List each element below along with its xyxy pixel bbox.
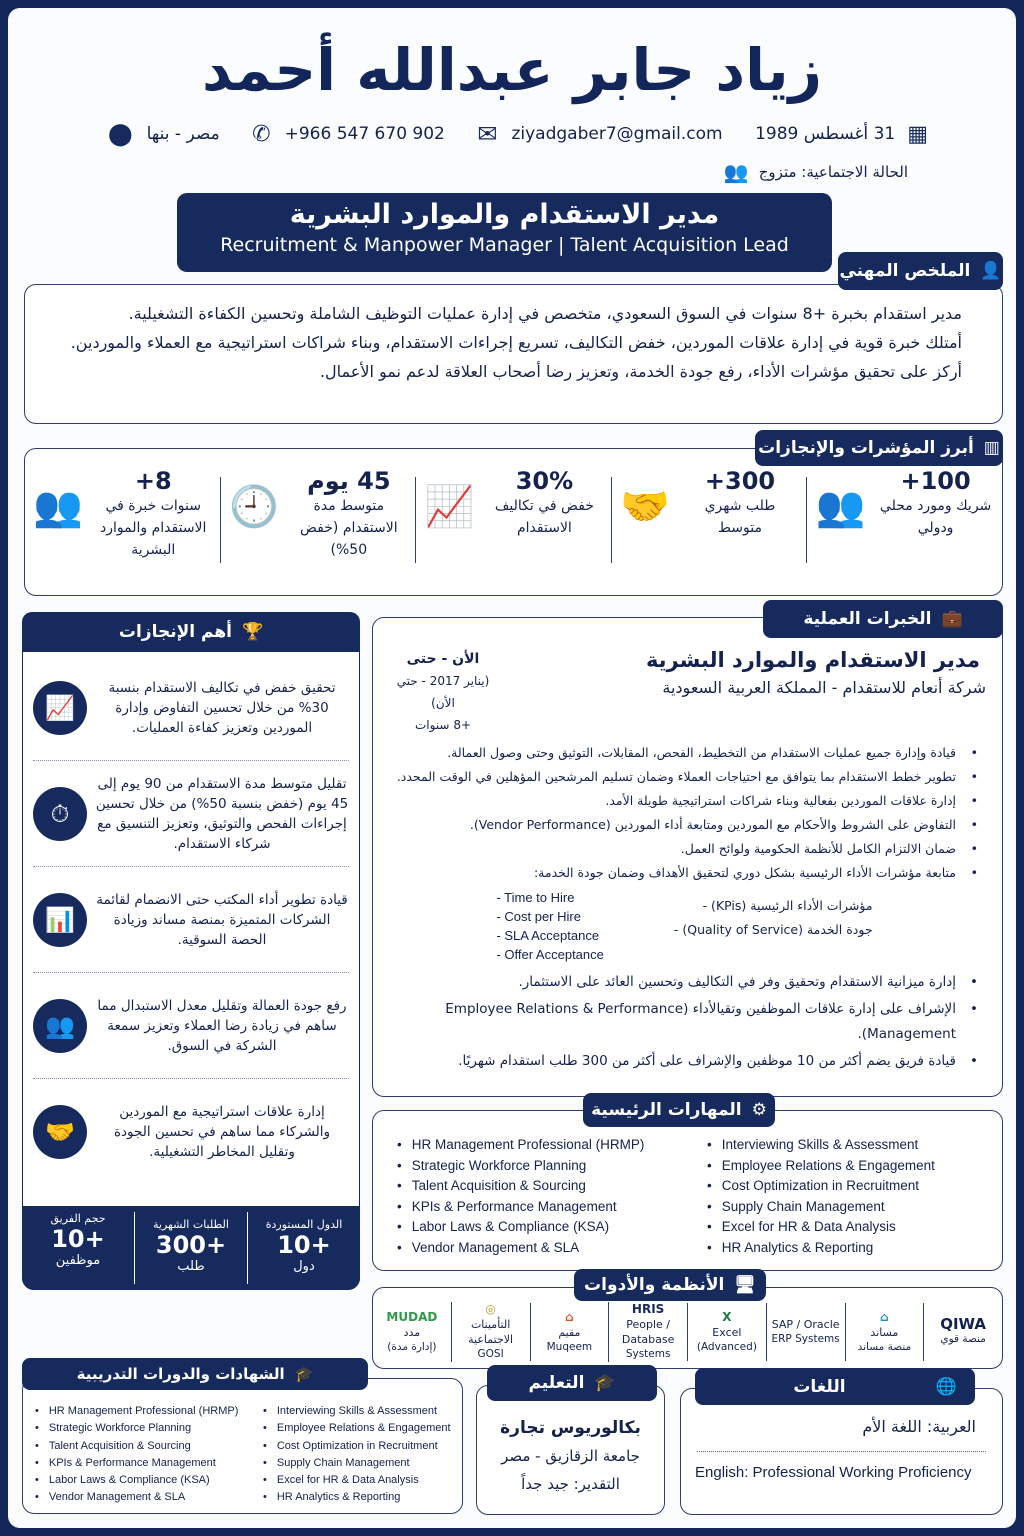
tool-name: مقيم	[558, 1325, 581, 1339]
list-item-text: Vendor Management & SLA	[411, 1239, 580, 1255]
list-item-text: إدارة ميزانية الاستقدام وتحقيق وفر في التكاليف وتحسين العائد على الاستثمار.	[518, 974, 956, 990]
achievement-icon: 👥	[33, 999, 87, 1053]
list-item-text: قيادة فريق يضم أكثر من 10 موظفين والإشراف على أكثر من 300 طلب استقدام شهريًا.	[458, 1053, 956, 1069]
tool-name: مساند	[870, 1325, 899, 1339]
list-item	[383, 970, 986, 995]
list-item	[397, 1238, 687, 1259]
location-pin-icon: ⬤	[108, 121, 133, 147]
tool-name: SAP / Oracle	[771, 1318, 840, 1331]
kpi-list	[383, 888, 986, 964]
kpi-value: 300+	[704, 467, 776, 495]
bullet-dot: •	[397, 1219, 402, 1234]
achievement-text: قيادة تطوير أداء المكتب حتى الانضمام لقائمة الشركات المتميزة بمنصة مساند وزيادة الحصة السوقية.	[96, 891, 348, 948]
bullet-dot: •	[707, 1137, 712, 1152]
summary-line: أمتلك خبرة قوية في إدارة علاقات الموردين، خفض التكاليف، تسريع إجراءات الاستقدام، وبناء شراكات استراتيجية مع العملاء والموردين.	[70, 333, 962, 352]
kpi-item: مؤشرات الأداء الرئيسية (KPis) -	[702, 898, 873, 913]
bullet-dot: •	[397, 1178, 402, 1193]
university: جامعة الزقازيق - مصر	[501, 1447, 640, 1465]
list-item	[383, 997, 986, 1047]
kpi-item: - Cost per Hire	[496, 909, 581, 924]
summary-line: مدير استقدام بخبرة +8 سنوات في السوق السعودي، متخصص في إدارة عمليات التوظيف الشاملة وتحسين الكفاءة التشغيلية.	[128, 304, 962, 323]
tool-logo-icon: ⌂	[565, 1309, 574, 1324]
list-item-text: Interviewing Skills & Assessment	[721, 1137, 919, 1152]
stat-label: الطلبات الشهرية	[153, 1218, 229, 1231]
kpi-item: - SLA Acceptance	[496, 928, 600, 943]
list-item-text: KPIs & Performance Management	[48, 1456, 216, 1469]
experience-bullets-2	[383, 970, 986, 1074]
marital-status: الحالة الاجتماعية: متزوج 👥	[723, 160, 908, 184]
list-item	[397, 1197, 687, 1218]
tool-subtitle: منصة مساند	[857, 1340, 912, 1353]
achievement-item	[33, 973, 349, 1079]
list-item	[263, 1455, 451, 1472]
achievements-box	[22, 628, 360, 1290]
tool-logo-icon: MUDAD	[386, 1309, 438, 1324]
list-item	[263, 1472, 451, 1489]
birth-date: ▦ 31 أغسطس 1989	[755, 121, 928, 147]
bullet-dot: •	[970, 1001, 978, 1017]
list-item	[383, 766, 986, 788]
list-item	[383, 790, 986, 812]
achievement-text: تقليل متوسط مدة الاستقدام من 90 يوم إلى 45 يوم (خفض بنسبة 50%) من خلال تحسين إجراءات الفحص والتوثيق، وتعزيز التنسيق مع شركاء الاستقدام.	[95, 775, 349, 852]
tool-subtitle: GOSI	[477, 1348, 504, 1360]
education-heading: 🎓 التعليم	[487, 1365, 657, 1401]
achievement-text: إدارة علاقات استراتيجية مع الموردين والشركاء مما ساهم في تحسين الجودة وتقليل المخاطر التشغيلية.	[113, 1104, 331, 1160]
people-icon: 👥	[815, 484, 866, 530]
tool-item	[530, 1303, 609, 1361]
list-item-text: الإشراف على إدارة علاقات الموظفين وتقيالأداء (Employee Relations & Performance Management).	[445, 1001, 956, 1042]
bullet-dot: •	[707, 1157, 712, 1173]
achievement-item	[33, 867, 349, 973]
list-item	[35, 1455, 253, 1472]
graduation-cap-icon: 🎓	[594, 1373, 616, 1393]
kpi-value: 8+	[134, 467, 172, 495]
kpi-item	[806, 467, 1002, 563]
tool-item	[766, 1303, 845, 1361]
email[interactable]: ✉ ziyadgaber7@gmail.com	[477, 120, 723, 148]
list-item-text: Employee Relations & Engagement	[721, 1157, 935, 1173]
list-item	[383, 862, 986, 884]
bullet-dot: •	[263, 1491, 267, 1504]
bullet-dot: •	[35, 1474, 39, 1487]
tool-name: Excel	[712, 1325, 742, 1339]
tool-subtitle: (إدارة مدة)	[387, 1340, 437, 1353]
list-item-text: Cost Optimization in Recruitment	[276, 1439, 438, 1452]
kpi-label: خفض في تكاليف الاستقدام	[494, 498, 594, 536]
resume-page	[8, 8, 1016, 1528]
tool-subtitle: منصة قوي	[940, 1333, 986, 1345]
kpi-item: - Offer Acceptance	[496, 947, 604, 962]
right-column	[372, 600, 1003, 1369]
achievement-icon: 📊	[33, 893, 87, 947]
achievement-item	[33, 1079, 349, 1185]
tool-logo-icon: ◎	[485, 1302, 496, 1316]
couple-icon: 👥	[723, 160, 749, 184]
list-item	[35, 1403, 253, 1420]
list-item-text: KPIs & Performance Management	[411, 1198, 617, 1214]
list-item	[263, 1438, 451, 1455]
list-item	[263, 1403, 451, 1420]
bullet-dot: •	[35, 1405, 39, 1417]
bullet-dot: •	[397, 1157, 402, 1173]
list-item	[397, 1176, 687, 1197]
company-name: شركة أنعام للاستقدام - المملكة العربية السعودية	[662, 678, 986, 697]
list-item-text: HR Analytics & Reporting	[276, 1491, 401, 1504]
list-item-text: Labor Laws & Compliance (KSA)	[48, 1474, 210, 1487]
title-banner	[177, 193, 832, 272]
list-item-text: ضمان الالتزام الكامل للأنظمة الحكومية ولوائح العمل.	[680, 841, 956, 856]
gears-icon: ⚙	[751, 1100, 767, 1120]
kpi-label: سنوات خبرة في الاستقدام والموارد البشرية	[100, 498, 207, 558]
kpi-item	[25, 467, 220, 595]
list-item-text: Excel for HR & Data Analysis	[276, 1474, 419, 1487]
bullet-dot: •	[35, 1439, 39, 1452]
list-item	[383, 742, 986, 764]
bullet-dot: •	[707, 1219, 712, 1234]
list-item	[707, 1156, 935, 1177]
list-item-text: Interviewing Skills & Assessment	[276, 1405, 438, 1417]
bullet-dot: •	[35, 1456, 39, 1469]
bullet-dot: •	[970, 1053, 978, 1069]
stats-band	[22, 1206, 360, 1290]
achievement-icon: 📈	[33, 681, 87, 735]
list-item	[707, 1238, 935, 1259]
stat-unit: دول	[293, 1259, 315, 1274]
stat-unit: موظفين	[55, 1253, 101, 1268]
stat-value: 10+	[277, 1231, 331, 1259]
kpi-label: شريك ومورد محلي ودولي	[879, 498, 992, 536]
trophy-icon: 🏆	[241, 622, 264, 642]
achievement-item	[33, 761, 349, 867]
experience-box	[372, 617, 1003, 1097]
tool-name: QIWA	[940, 1315, 987, 1333]
achievement-text: تحقيق خفض في تكاليف الاستقدام بنسبة 30% من خلال تحسين التفاوض وإدارة الموردين وتعزيز كفاءة العمليات.	[108, 679, 336, 736]
tool-item	[373, 1303, 451, 1361]
list-item-text: التفاوض على الشروط والأحكام مع الموردين ومتابعة أداء الموردين (Vendor Performance).	[469, 817, 956, 832]
achievement-icon: ⏱	[33, 787, 87, 841]
bullet-dot: •	[707, 1239, 712, 1255]
phone[interactable]: ✆ +966 547 670 902	[252, 121, 445, 147]
computer-icon: 🖥	[734, 1275, 756, 1295]
achievement-item	[33, 655, 349, 761]
list-item-text: HR Analytics & Reporting	[721, 1239, 874, 1255]
job-title-ar: مدير الاستقدام والموارد البشرية	[289, 199, 720, 230]
kpi-label: متوسط مدة الاستقدام (خفض 50%)	[300, 498, 398, 558]
list-item-text: Vendor Management & SLA	[48, 1491, 186, 1504]
list-item-text: Excel for HR & Data Analysis	[721, 1219, 896, 1234]
education-box	[476, 1385, 665, 1515]
bar-chart-icon: ▥	[983, 438, 1000, 458]
list-item	[707, 1176, 935, 1197]
kpi-label: طلب شهري متوسط	[704, 498, 776, 536]
bullet-dot: •	[263, 1474, 267, 1487]
years: +8 سنوات	[414, 718, 472, 732]
graduation-cap-icon: 🎓	[294, 1365, 314, 1383]
bullet-dot: •	[263, 1405, 267, 1417]
list-item	[397, 1217, 687, 1238]
tool-name: People / Database	[621, 1318, 675, 1346]
experience-bullets	[383, 742, 986, 884]
bullet-dot: •	[970, 817, 978, 832]
list-item-text: Talent Acquisition & Sourcing	[411, 1178, 586, 1193]
list-item-text: Talent Acquisition & Sourcing	[48, 1439, 191, 1452]
role-title: مدير الاستقدام والموارد البشرية	[645, 648, 980, 672]
bullet-dot: •	[397, 1198, 402, 1214]
list-item-text: قيادة وإدارة جميع عمليات الاستقدام من التخطيط، الفحص، المقابلات، التوثيق وحتى وصول العمالة.	[447, 745, 956, 760]
kpi-box	[24, 448, 1003, 596]
kpi-item	[611, 467, 807, 563]
calendar-icon: ▦	[907, 121, 928, 147]
handshake-icon: 🤝	[620, 484, 671, 530]
certs-heading: 🎓 الشهادات والدورات التدريبية	[22, 1358, 368, 1390]
summary-heading: 👤 الملخص المهني	[838, 252, 1003, 290]
languages-heading: 🌐 اللغات	[695, 1368, 975, 1405]
bullet-dot: •	[970, 793, 978, 808]
list-item-text: HR Management Professional (HRMP)	[48, 1405, 239, 1417]
list-item	[707, 1197, 935, 1218]
tool-logo-icon: ⌂	[880, 1309, 889, 1324]
team-icon: 👥	[33, 484, 84, 530]
list-item-text: Supply Chain Management	[276, 1456, 410, 1469]
job-title-en: Recruitment & Manpower Manager | Talent Acquisition Lead	[220, 234, 789, 256]
list-item	[35, 1489, 253, 1506]
list-item-text: متابعة مؤشرات الأداء الرئيسية بشكل دوري لتحقيق الأهداف وضمان جودة الخدمة:	[533, 865, 956, 880]
clock-icon: 🕘	[229, 484, 279, 530]
bullet-dot: •	[397, 1239, 402, 1255]
language-english: English: Professional Working Proficiency	[695, 1464, 972, 1481]
list-item	[397, 1156, 687, 1177]
list-item	[263, 1489, 451, 1506]
summary-box	[24, 284, 1003, 424]
language-arabic: العربية: اللغة الأم	[862, 1417, 976, 1436]
tool-item	[451, 1302, 530, 1362]
stat-item	[247, 1212, 360, 1284]
stat-label: حجم الفريق	[50, 1212, 106, 1225]
tool-subtitle: (Advanced)	[696, 1340, 757, 1353]
kpi-item: جودة الخدمة (Quality of Service) -	[673, 922, 873, 937]
list-item	[383, 838, 986, 860]
tool-item	[845, 1303, 924, 1361]
briefcase-icon: 💼	[941, 609, 963, 629]
stat-item	[22, 1206, 134, 1290]
list-item	[707, 1217, 935, 1238]
skills-box	[372, 1110, 1003, 1271]
achievement-icon: 🤝	[33, 1105, 87, 1159]
kpi-item: - Time to Hire	[496, 890, 575, 905]
tools-section	[372, 1269, 1003, 1369]
list-item	[35, 1438, 253, 1455]
bullet-dot: •	[970, 865, 978, 880]
bullet-dot: •	[263, 1439, 267, 1452]
kpi-item	[415, 467, 611, 563]
phone-icon: ✆	[252, 121, 271, 147]
degree: بكالوريوس تجارة	[500, 1418, 641, 1438]
growth-chart-icon: 📈	[424, 484, 475, 530]
list-item	[35, 1420, 253, 1437]
certs-box	[22, 1378, 463, 1514]
bullet-dot: •	[35, 1422, 39, 1435]
list-item	[707, 1135, 935, 1156]
skills-heading: ⚙ المهارات الرئيسية	[583, 1093, 775, 1127]
stat-value: 300+	[155, 1231, 227, 1259]
stat-label: الدول المستوردة	[265, 1218, 343, 1231]
list-item	[263, 1420, 451, 1437]
languages-box	[680, 1388, 1003, 1515]
kpi-value: 45 يوم	[307, 467, 391, 495]
bullet-dot: •	[970, 841, 978, 856]
user-icon: 👤	[980, 261, 1002, 281]
list-item	[397, 1135, 687, 1156]
bullet-dot: •	[263, 1456, 267, 1469]
list-item	[383, 1049, 986, 1074]
list-item-text: Strategic Workforce Planning	[411, 1157, 587, 1173]
contact-row	[108, 120, 928, 148]
bullet-dot: •	[35, 1491, 39, 1504]
list-item-text: HR Management Professional (HRMP)	[411, 1137, 645, 1152]
kpi-item	[220, 467, 416, 563]
tool-subtitle: ERP Systems	[771, 1333, 840, 1345]
bullet-dot: •	[397, 1137, 402, 1152]
list-item-text: إدارة علاقات الموردين بفعالية وبناء شراكات استراتيجية طويلة الأمد.	[605, 793, 956, 808]
tool-item	[608, 1302, 687, 1362]
bullet-dot: •	[707, 1178, 712, 1193]
bullet-dot: •	[970, 769, 978, 784]
divider	[697, 1451, 986, 1452]
tool-name: التأمينات الاجتماعية	[468, 1318, 514, 1346]
tool-logo-icon: X	[722, 1309, 732, 1324]
candidate-name: زياد جابر عبدالله أحمد	[201, 36, 823, 104]
stat-unit: طلب	[177, 1259, 205, 1274]
stat-item	[134, 1212, 247, 1284]
tool-item	[687, 1303, 766, 1361]
kpi-value: 100+	[900, 467, 971, 495]
achievement-text: رفع جودة العمالة وتقليل معدل الاستبدال مما ساهم في زيادة رضا العملاء وتعزيز سمعة الشركة في السوق.	[97, 997, 347, 1054]
grade: التقدير: جيد جداً	[521, 1475, 620, 1493]
bullet-dot: •	[263, 1422, 267, 1435]
tool-logo-icon: HRIS	[631, 1302, 665, 1316]
experience-heading: 💼 الخبرات العملية	[763, 600, 1003, 638]
bullet-dot: •	[707, 1198, 712, 1214]
kpi-heading: ▥ أبرز المؤشرات والإنجازات	[755, 430, 1003, 466]
bullet-dot: •	[970, 974, 978, 990]
envelope-icon: ✉	[477, 120, 498, 148]
list-item-text: Strategic Workforce Planning	[48, 1422, 192, 1435]
skills-section	[372, 1093, 1003, 1271]
summary-line: أركز على تحقيق مؤشرات الأداء، رفع جودة الخدمة، وتعزيز رضا أصحاب العلاقة لدعم نمو الأعمال.	[319, 362, 962, 381]
list-item-text: Cost Optimization in Recruitment	[721, 1178, 920, 1193]
tool-name: مدد	[403, 1325, 421, 1339]
list-item-text: Labor Laws & Compliance (KSA)	[411, 1219, 610, 1234]
globe-icon: 🌐	[935, 1376, 957, 1397]
location: مصر - بنها ⬤	[108, 121, 220, 147]
list-item	[383, 814, 986, 836]
achievements-heading: 🏆 أهم الإنجازات	[22, 612, 360, 652]
bullet-dot: •	[970, 745, 978, 760]
tool-subtitle: Systems	[625, 1348, 671, 1360]
tools-heading: 🖥 الأنظمة والأدوات	[574, 1269, 766, 1301]
tool-subtitle: Muqeem	[546, 1340, 593, 1353]
period: الأن - حتى	[406, 651, 480, 667]
experience-section	[372, 600, 1003, 1097]
stat-value: 10+	[51, 1225, 105, 1253]
dates: (يناير 2017 - حتي الأن)	[396, 674, 490, 710]
tool-item	[923, 1303, 1002, 1361]
list-item-text: تطوير خطط الاستقدام بما يتوافق مع احتياجات العملاء وضمان تسليم المرشحين المؤهلين في الوقت المحدد.	[396, 769, 956, 784]
list-item-text: Supply Chain Management	[721, 1198, 885, 1214]
list-item-text: Employee Relations & Engagement	[276, 1422, 451, 1435]
kpi-value: 30%	[515, 467, 574, 495]
list-item	[35, 1472, 253, 1489]
